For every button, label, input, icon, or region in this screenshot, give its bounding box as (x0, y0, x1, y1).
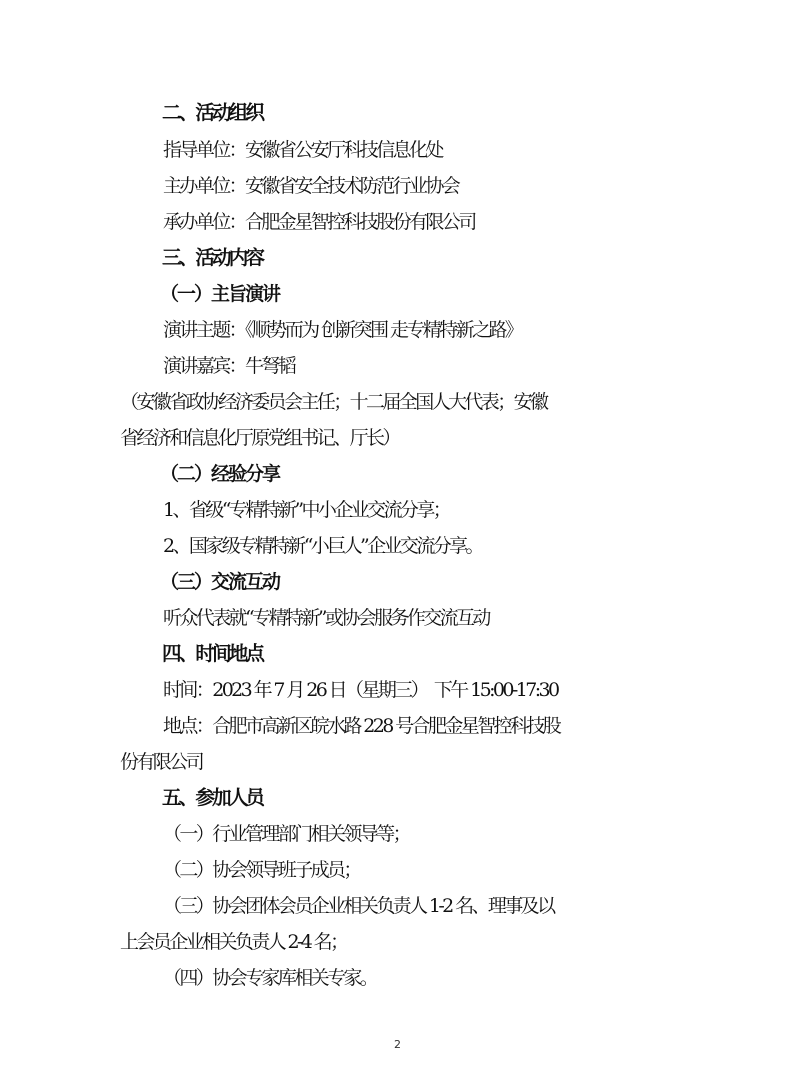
organizer-unit-line: 承办单位：合肥金星智控科技股份有限公司 (163, 211, 475, 233)
section-2-heading: 二、活动组织 (162, 101, 263, 124)
participants-item-4: （四）协会专家库相关专家。 (163, 967, 377, 989)
guide-unit-line: 指导单位：安徽省公安厅科技信息化处 (163, 139, 442, 161)
host-unit-line: 主办单位：安徽省安全技术防范行业协会 (163, 175, 459, 197)
page-number: 2 (394, 1038, 401, 1051)
participants-item-1: （一）行业管理部门相关领导等； (163, 823, 410, 845)
section-4-heading: 四、时间地点 (162, 642, 263, 665)
participants-item-2: （二）协会领导班子成员； (163, 859, 360, 881)
interaction-line: 听众代表就“专精特新”或协会服务作交流互动 (163, 607, 489, 629)
section-3-heading: 三、活动内容 (162, 246, 263, 269)
part-3-heading: （三）交流互动 (160, 571, 280, 593)
speech-topic-line: 演讲主题：《顺势而为 创新突围 走专精特新之路》 (163, 319, 522, 341)
place-line-1: 地点：合肥市高新区皖水路 228 号合肥金星智控科技股 (163, 715, 560, 737)
sharing-item-2: 2、国家级专精特新“小巨人”企业交流分享。 (163, 535, 482, 557)
speaker-bio-line-1: （安徽省政协经济委员会主任；十二届全国人大代表；安徽 (120, 391, 547, 413)
participants-item-3-line-2: 上会员企业相关负责人 2-4 名； (120, 931, 347, 953)
speaker-line: 演讲嘉宾：牛弩韬 (163, 355, 295, 377)
sharing-item-1: 1、省级“专精特新”中小企业交流分享； (163, 499, 450, 521)
speaker-bio-line-2: 省经济和信息化厅原党组书记、厅长） (120, 427, 399, 449)
place-line-2: 份有限公司 (120, 751, 203, 773)
time-line: 时间：2023 年 7 月 26 日（星期三） 下午 15:00-17:30 (163, 679, 558, 701)
participants-item-3-line-1: （三）协会团体会员企业相关负责人 1-2 名、理事及以 (163, 895, 554, 917)
section-5-heading: 五、参加人员 (162, 786, 263, 809)
part-2-heading: （二）经验分享 (160, 463, 280, 485)
part-1-heading: （一）主旨演讲 (160, 283, 280, 305)
